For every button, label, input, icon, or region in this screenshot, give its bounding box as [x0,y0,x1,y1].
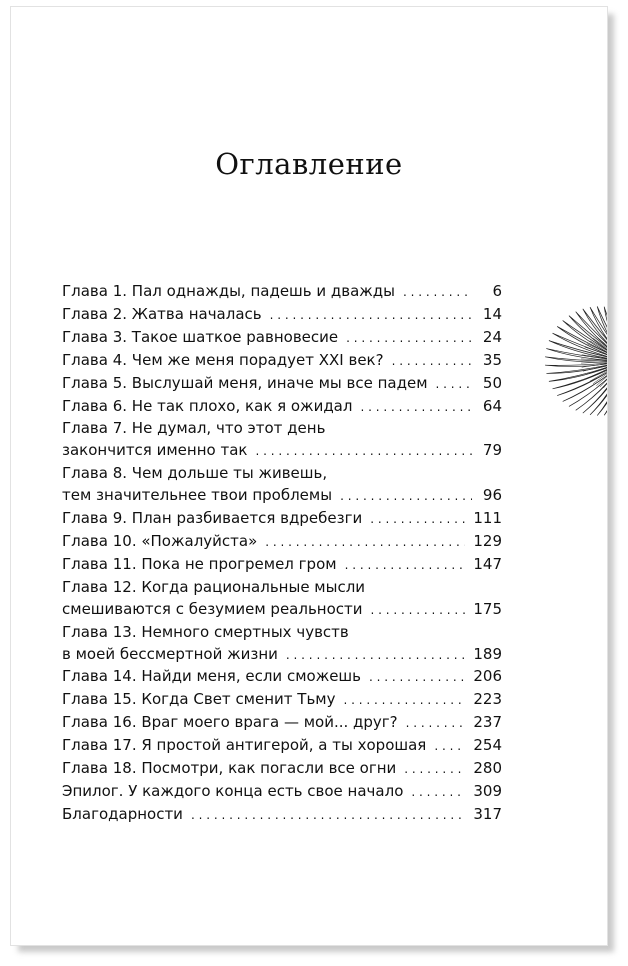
toc-entry-title: Глава 12. Когда рациональные мысли [62,577,366,596]
toc-entry-title: в моей бессмертной жизни [62,644,278,663]
toc-entry-line [62,712,502,735]
toc-page-number: 14 [482,304,502,323]
toc-entry-title: Глава 5. Выслушай меня, иначе мы все падем [62,373,428,392]
toc-entry-title: Глава 7. Не думал, что этот день [62,419,326,438]
toc-page-number: 189 [473,644,502,663]
toc-entry-line [62,440,502,463]
toc-entry [62,622,502,667]
toc-entry-title: Глава 18. Посмотри, как погасли все огни [62,759,397,778]
toc-page-number: 254 [473,736,502,755]
toc-entry-title: Глава 1. Пал однажды, падешь и дважды [62,282,396,300]
dot-leader [191,805,465,827]
toc-page-number: 50 [482,373,502,392]
dot-leader [404,759,465,781]
toc-entry [62,735,502,758]
toc-page-number: 317 [473,804,502,823]
toc-entry-title: Глава 13. Немного смертных чувств [62,622,349,641]
toc-page-number: 223 [473,690,502,709]
toc-entry-line [62,644,502,667]
toc-entry-line [62,622,502,644]
toc-entry-title: Глава 14. Найди меня, если сможешь [62,667,361,686]
toc-entry-line [62,396,502,419]
wing-icon [545,265,608,457]
toc-page-number: 96 [482,486,502,505]
toc-entry [62,350,502,373]
toc-entry-line [62,781,502,804]
dot-leader [344,690,466,712]
toc-page-number: 309 [473,781,502,800]
toc-page-number: 111 [473,509,502,528]
toc-entry [62,781,502,804]
dot-leader [406,713,466,735]
toc-entry-title: смешиваются с безумием реальности [62,599,363,618]
toc-page-number: 35 [482,350,502,369]
toc-entry [62,712,502,735]
toc-entry-title: Глава 16. Враг моего врага — мой... друг? [62,713,398,732]
toc-page-number: 79 [482,441,502,460]
toc-entry-title: Глава 15. Когда Свет сменит Тьму [62,690,336,709]
dot-leader [270,305,472,327]
toc-entry-title: закончится именно так [62,441,248,460]
toc-page-number: 237 [473,713,502,732]
toc-entry-title: Глава 10. «Пожалуйста» [62,531,258,550]
toc-page-number: 206 [473,667,502,686]
toc-entry [62,463,502,508]
toc-entry-line [62,508,502,531]
toc-entry-line [62,531,502,554]
dot-leader [411,782,465,804]
dot-leader [255,441,472,463]
toc-page-number: 175 [473,599,502,618]
feather-vein [607,334,608,361]
dot-leader [346,328,472,350]
toc-entry [62,666,502,689]
toc-entry [62,804,502,827]
toc-entry-title: Глава 11. Пока не прогремел гром [62,554,337,573]
toc-entry [62,327,502,350]
toc-entry-line [62,689,502,712]
dot-leader [369,667,465,689]
dot-leader [434,736,465,758]
toc-page-number: 280 [473,759,502,778]
dot-leader [436,374,472,396]
feather-stroke [569,361,608,406]
toc-entry-title: Глава 3. Такое шаткое равновесие [62,327,339,346]
dot-leader [392,351,472,373]
dot-leader [371,600,466,622]
toc-page-number: 64 [482,396,502,415]
toc-entry-line [62,327,502,350]
toc-entry [62,758,502,781]
toc-entry [62,418,502,463]
toc-entry-line [62,463,502,485]
page-title: Оглавление [215,147,403,181]
table-of-contents [62,281,502,827]
dot-leader [403,282,472,304]
book-page [10,6,608,946]
toc-page-number: 6 [492,282,502,300]
toc-entry-title: Глава 2. Жатва началась [62,304,262,323]
toc-entry-line [62,281,502,304]
toc-entry-line [62,373,502,396]
toc-entry [62,373,502,396]
toc-entry-title: Глава 8. Чем дольше ты живешь, [62,464,328,483]
dot-leader [286,645,465,667]
toc-page-number: 129 [473,531,502,550]
toc-entry [62,531,502,554]
toc-page-number: 24 [482,327,502,346]
toc-entry [62,396,502,419]
dot-leader [345,555,466,577]
toc-entry-title: Глава 6. Не так плохо, как я ожидал [62,396,353,415]
toc-entry [62,554,502,577]
toc-entry-title: Глава 17. Я простой антигерой, а ты хорошая [62,736,427,755]
toc-entry-line [62,599,502,622]
toc-entry-line [62,350,502,373]
toc-entry-title: Благодарности [62,804,183,823]
toc-entry [62,304,502,327]
toc-entry-line [62,554,502,577]
toc-entry-line [62,304,502,327]
dot-leader [370,509,465,531]
toc-entry-line [62,735,502,758]
feather-vein [607,361,608,388]
toc-entry-line [62,758,502,781]
dot-leader [265,532,465,554]
toc-entry [62,508,502,531]
toc-entry-line [62,418,502,440]
toc-entry-title: Глава 9. План разбивается вдребезги [62,509,363,528]
toc-entry-line [62,577,502,599]
toc-entry-line [62,804,502,827]
toc-entry-title: Глава 4. Чем же меня порадует XXI век? [62,350,384,369]
toc-entry-line [62,666,502,689]
dot-leader [360,397,472,419]
toc-entry [62,577,502,622]
toc-entry [62,689,502,712]
toc-entry-title: тем значительнее твои проблемы [62,486,333,505]
toc-page-number: 147 [473,554,502,573]
toc-entry-line [62,485,502,508]
toc-entry-title: Эпилог. У каждого конца есть свое начало [62,781,404,800]
dot-leader [340,486,472,508]
toc-entry [62,281,502,304]
